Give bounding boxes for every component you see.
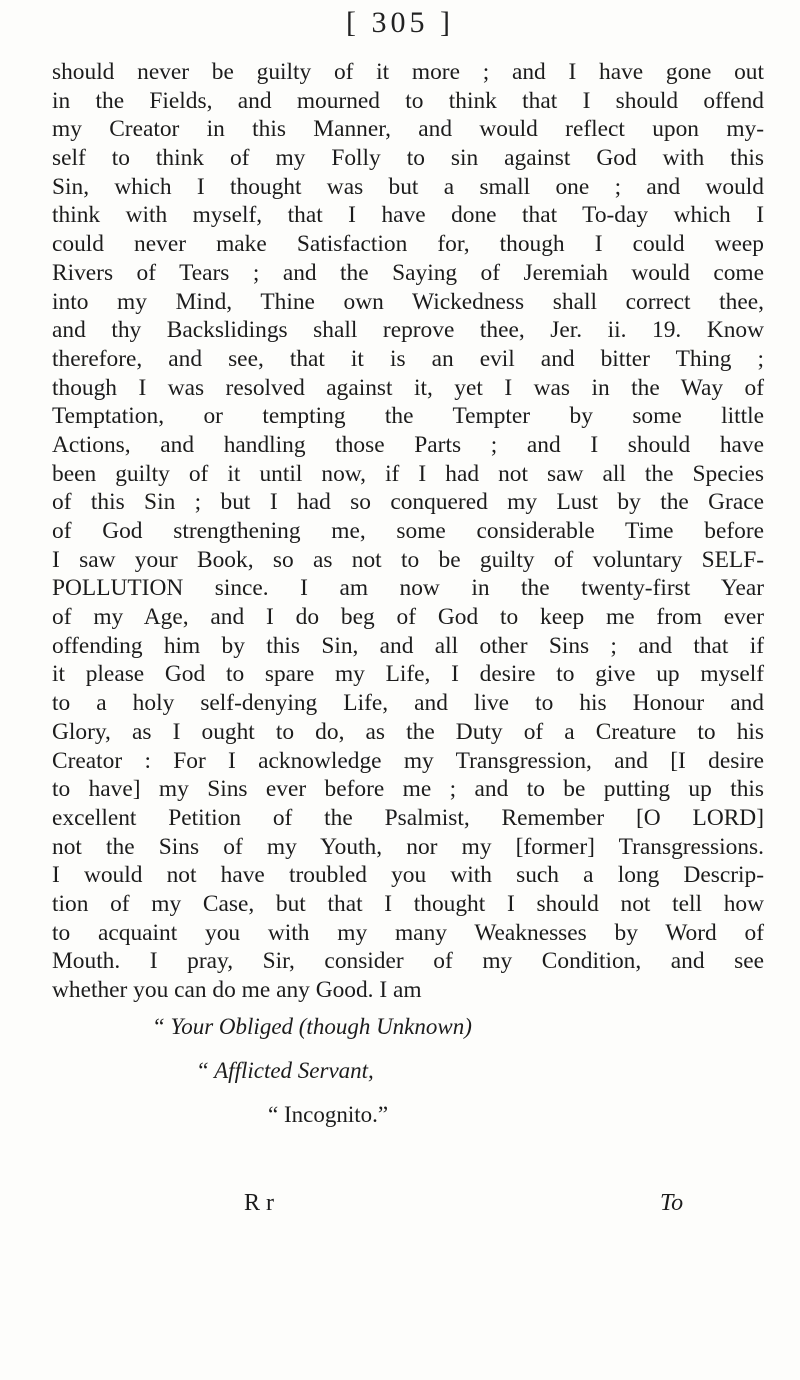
- text-line: and thy Backslidings shall reprove thee, Jer. ii. 19. Know: [52, 317, 764, 344]
- text-line: Mouth. I pray, Sir, consider of my Condition, and see: [52, 948, 764, 975]
- signature-mark: R r: [244, 1190, 274, 1216]
- closing-salutation: “ Your Obliged (though Unknown): [152, 1014, 472, 1039]
- text-line: self to think of my Folly to sin against God with this: [52, 145, 764, 172]
- closing-servant: “ Afflicted Servant,: [196, 1058, 374, 1083]
- letter-body: [52, 58, 764, 1005]
- text-line: Temptation, or tempting the Tempter by some little: [52, 403, 764, 430]
- text-line: therefore, and see, that it is an evil and bitter Thing ;: [52, 345, 764, 372]
- text-line: my Creator in this Manner, and would reflect upon my-: [52, 116, 764, 143]
- text-line: Actions, and handling those Parts ; and I should have: [52, 431, 764, 458]
- text-line: POLLUTION since. I am now in the twenty-first Year: [52, 575, 764, 602]
- text-line: in the Fields, and mourned to think that I should offend: [52, 87, 764, 114]
- text-line: I would not have troubled you with such a long Descrip-: [52, 862, 764, 889]
- text-line: Sin, which I thought was but a small one ; and would: [52, 173, 764, 200]
- text-line: think with myself, that I have done that To-day which I: [52, 202, 764, 229]
- text-line: it please God to spare my Life, I desire to give up myself: [52, 661, 764, 688]
- text-line: I saw your Book, so as not to be guilty of voluntary SELF-: [52, 546, 764, 573]
- text-line: Creator : For I acknowledge my Transgression, and [I desire: [52, 747, 764, 774]
- text-line: not the Sins of my Youth, nor my [former] Transgressions.: [52, 833, 764, 860]
- catchword: To: [660, 1190, 684, 1216]
- page-number: [ 305 ]: [346, 6, 454, 39]
- text-line: could never make Satisfaction for, though I could weep: [52, 231, 764, 258]
- text-line: excellent Petition of the Psalmist, Remember [O LORD]: [52, 804, 764, 831]
- text-line: to have] my Sins ever before me ; and to be putting up this: [52, 776, 764, 803]
- text-line: Glory, as I ought to do, as the Duty of a Creature to his: [52, 718, 764, 745]
- text-line: to acquaint you with my many Weaknesses by Word of: [52, 919, 764, 946]
- text-line: to a holy self-denying Life, and live to his Honour and: [52, 690, 764, 717]
- text-line: of this Sin ; but I had so conquered my Lust by the Grace: [52, 489, 764, 516]
- text-line: of God strengthening me, some considerable Time before: [52, 518, 764, 544]
- text-line: Rivers of Tears ; and the Saying of Jeremiah would come: [52, 259, 764, 286]
- text-line: been guilty of it until now, if I had not saw all the Species: [52, 460, 764, 487]
- closing-signature: “ Incognito.”: [268, 1102, 389, 1127]
- text-line: offending him by this Sin, and all other Sins ; and that if: [52, 632, 764, 659]
- text-line: should never be guilty of it more ; and I have gone out: [52, 59, 764, 85]
- text-line: whether you can do me any Good. I am: [52, 977, 422, 1003]
- text-line: into my Mind, Thine own Wickedness shall correct thee,: [52, 288, 764, 315]
- text-line: of my Age, and I do beg of God to keep me from ever: [52, 604, 764, 631]
- text-line: though I was resolved against it, yet I was in the Way of: [52, 374, 764, 401]
- text-line: tion of my Case, but that I thought I should not tell how: [52, 890, 764, 917]
